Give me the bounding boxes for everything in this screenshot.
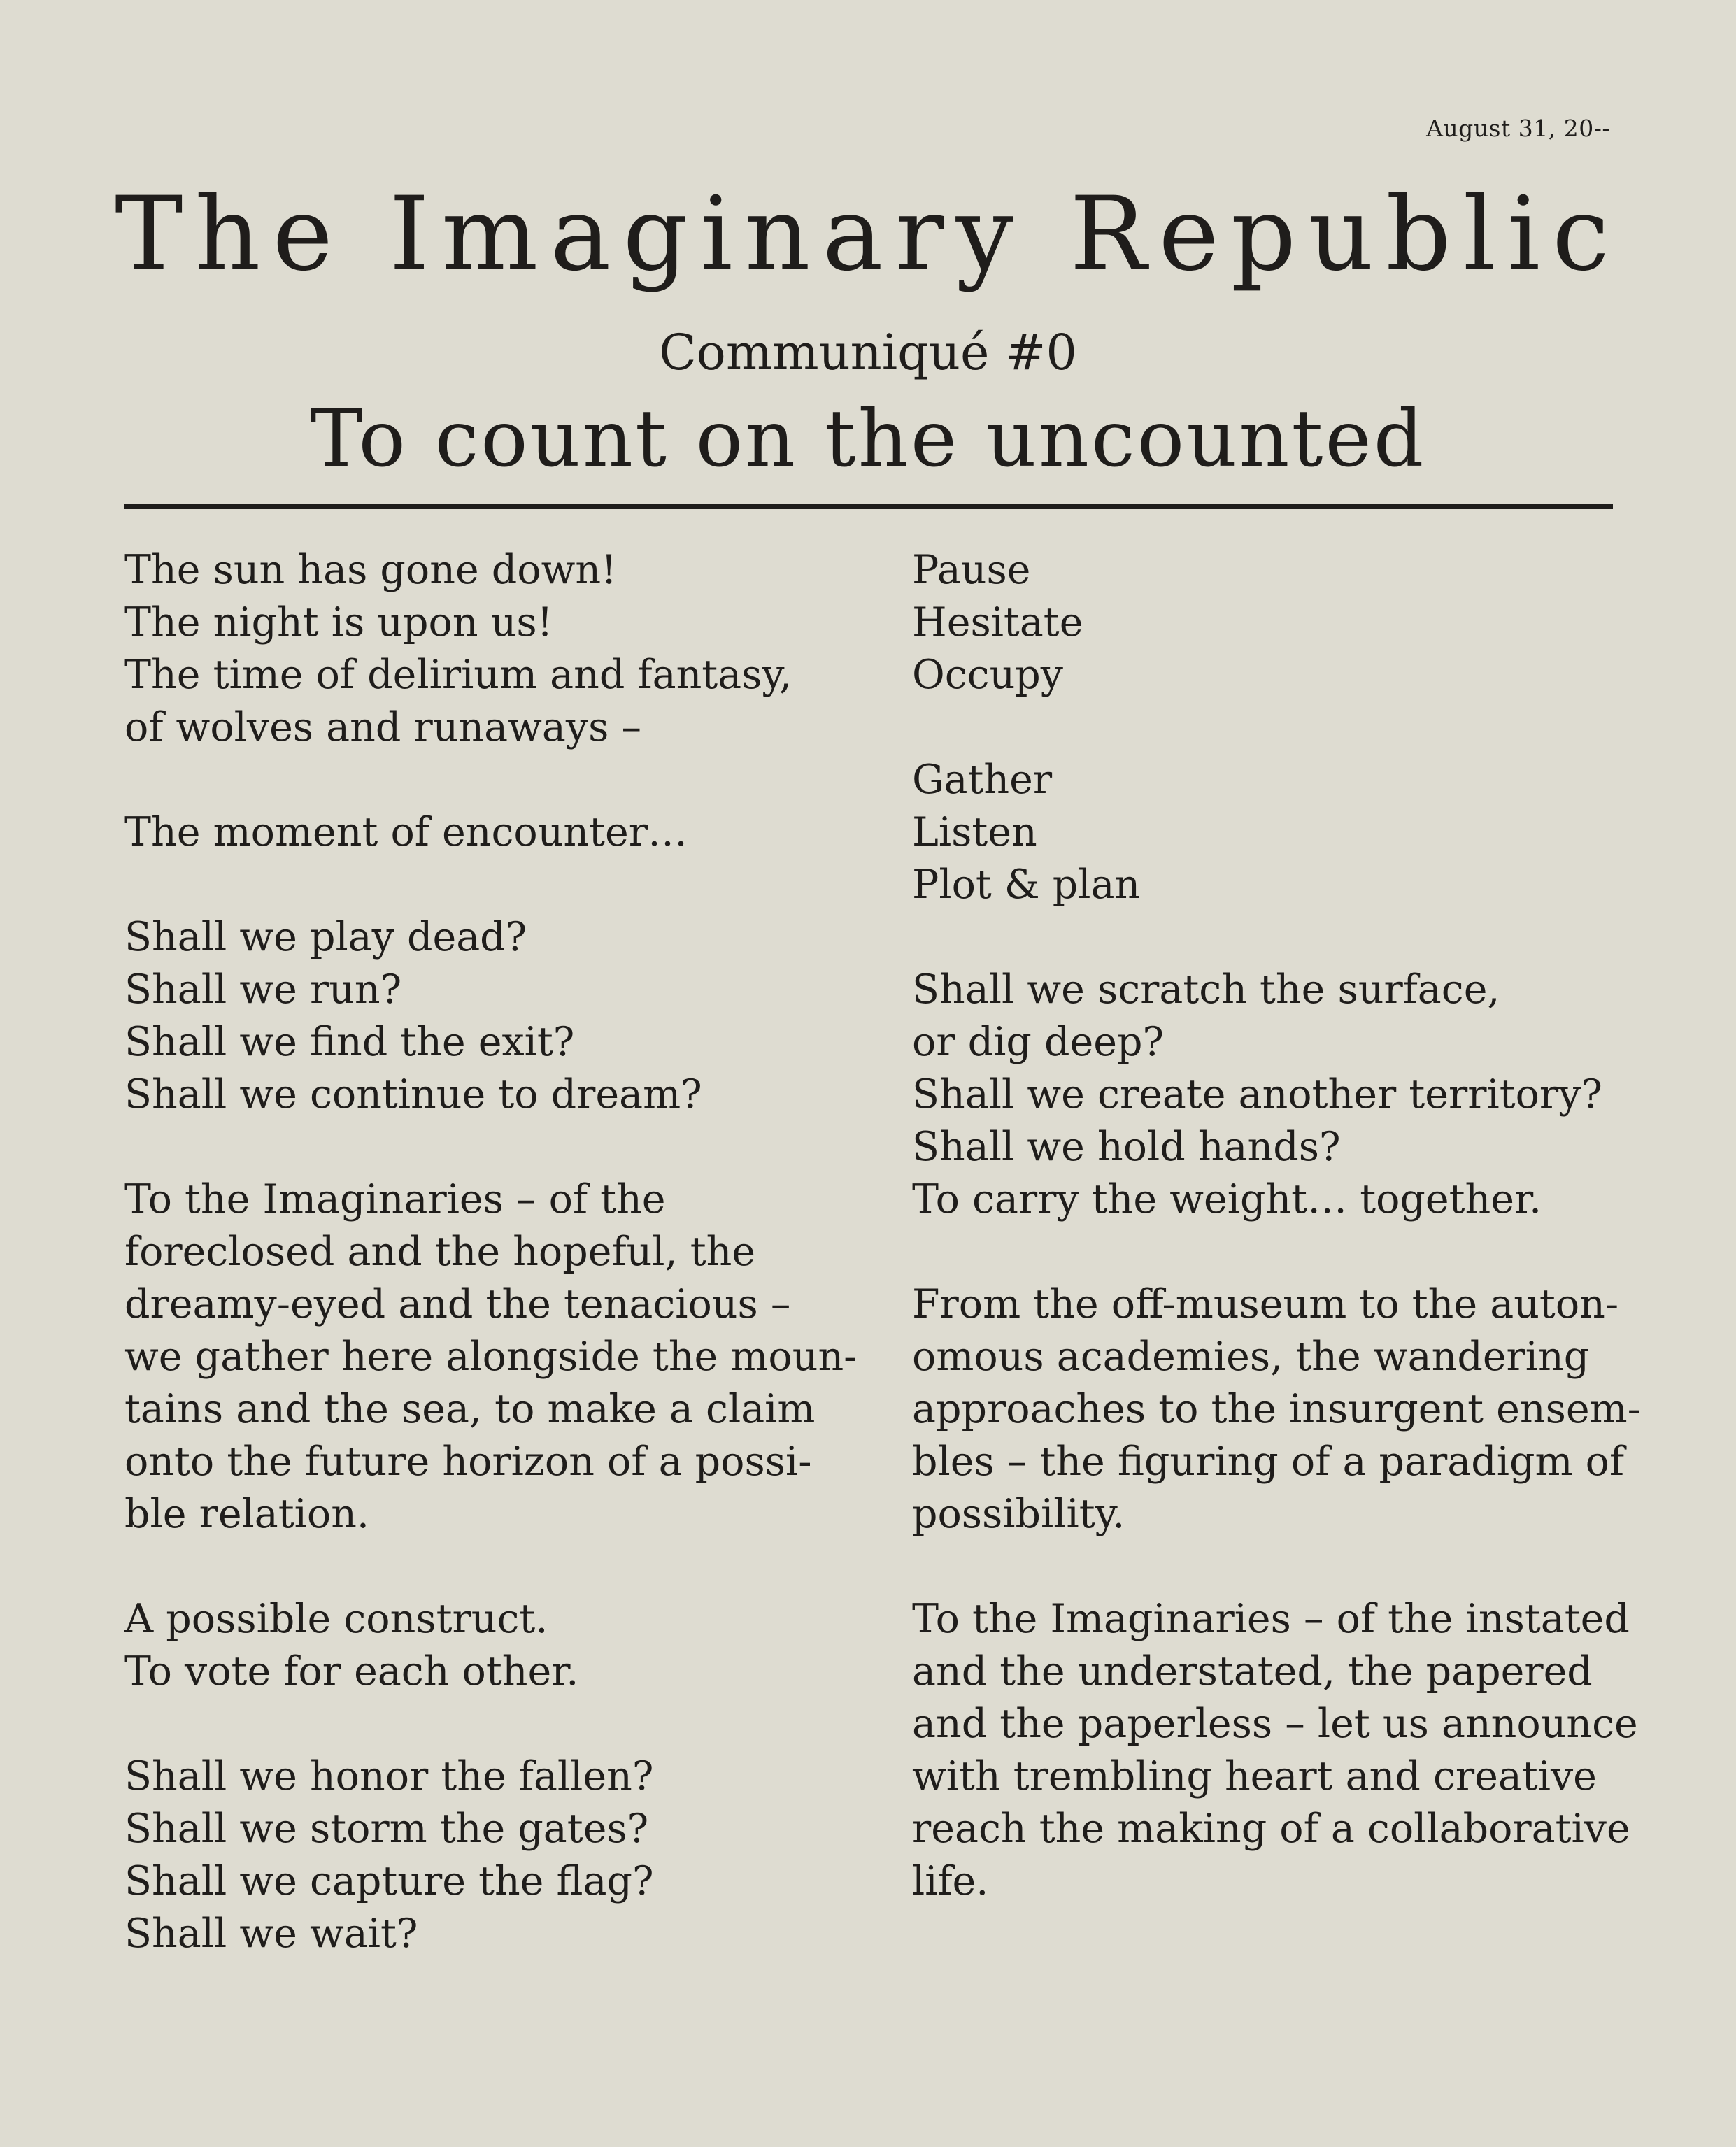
text-line: Shall we capture the flag? bbox=[124, 1858, 654, 1904]
text-line: Occupy bbox=[912, 652, 1063, 698]
text-line: with trembling heart and creative bbox=[912, 1753, 1597, 1799]
text-line: To carry the weight… together. bbox=[912, 1176, 1542, 1222]
text-line: To the Imaginaries – of the instated bbox=[912, 1596, 1630, 1642]
text-line: dreamy-eyed and the tenacious – bbox=[124, 1281, 791, 1327]
text-line: Pause bbox=[912, 547, 1031, 593]
headline: To count on the uncounted bbox=[310, 394, 1426, 485]
text-line: A possible construct. bbox=[124, 1596, 548, 1642]
text-line: Listen bbox=[912, 809, 1037, 855]
text-line: Shall we scratch the surface, bbox=[912, 966, 1500, 1013]
text-line: and the understated, the papered bbox=[912, 1648, 1593, 1695]
text-line: Shall we continue to dream? bbox=[124, 1071, 702, 1118]
text-line bbox=[124, 1121, 866, 1174]
text-line: reach the making of a collaborative bbox=[912, 1806, 1630, 1852]
text-line: Shall we play dead? bbox=[124, 914, 527, 960]
text-line: To the Imaginaries – of the bbox=[124, 1176, 666, 1222]
text-line: bles – the figuring of a paradigm of bbox=[912, 1439, 1625, 1485]
text-line: Hesitate bbox=[912, 599, 1083, 645]
text-line: Shall we honor the fallen? bbox=[124, 1753, 654, 1799]
text-line: The sun has gone down! bbox=[124, 547, 618, 593]
text-line bbox=[912, 1541, 1653, 1593]
text-line bbox=[912, 911, 1653, 964]
date-line: August 31, 20-- bbox=[1426, 115, 1610, 142]
text-line: tains and the sea, to make a claim bbox=[124, 1386, 816, 1432]
text-line: To vote for each other. bbox=[124, 1648, 579, 1695]
text-line: omous academies, the wandering bbox=[912, 1334, 1590, 1380]
text-line: or dig deep? bbox=[912, 1019, 1165, 1065]
text-line: Shall we storm the gates? bbox=[124, 1806, 649, 1852]
left-column bbox=[124, 544, 866, 1960]
text-line: ble relation. bbox=[124, 1491, 370, 1537]
text-line bbox=[124, 754, 866, 806]
text-line bbox=[912, 1226, 1653, 1278]
text-line: of wolves and runaways – bbox=[124, 704, 641, 750]
text-line: Shall we find the exit? bbox=[124, 1019, 575, 1065]
text-line: Shall we create another territory? bbox=[912, 1071, 1602, 1118]
text-line: Shall we wait? bbox=[124, 1911, 418, 1957]
text-line: approaches to the insurgent ensem- bbox=[912, 1386, 1641, 1432]
text-line: life. bbox=[912, 1858, 989, 1904]
text-line: The night is upon us! bbox=[124, 599, 553, 645]
text-line: Gather bbox=[912, 757, 1053, 803]
text-line: From the off-museum to the auton- bbox=[912, 1281, 1619, 1327]
text-line bbox=[124, 1698, 866, 1750]
text-line: The moment of encounter… bbox=[124, 809, 688, 855]
text-line: Shall we run? bbox=[124, 966, 402, 1013]
text-line: possibility. bbox=[912, 1491, 1125, 1537]
text-line: we gather here alongside the moun- bbox=[124, 1334, 858, 1380]
text-line bbox=[912, 701, 1653, 754]
text-line: Plot & plan bbox=[912, 862, 1141, 908]
text-line bbox=[124, 859, 866, 911]
text-line bbox=[124, 1541, 866, 1593]
text-line: Shall we hold hands? bbox=[912, 1124, 1341, 1170]
headline-rule bbox=[124, 504, 1613, 509]
masthead-title: The Imaginary Republic bbox=[115, 175, 1621, 294]
text-line: foreclosed and the hopeful, the bbox=[124, 1229, 756, 1275]
text-line: onto the future horizon of a possi- bbox=[124, 1439, 812, 1485]
text-line: and the paperless – let us announce bbox=[912, 1701, 1638, 1747]
issue-number: Communiqué #0 bbox=[659, 324, 1077, 381]
right-column bbox=[912, 544, 1653, 1908]
text-line: The time of delirium and fantasy, bbox=[124, 652, 792, 698]
